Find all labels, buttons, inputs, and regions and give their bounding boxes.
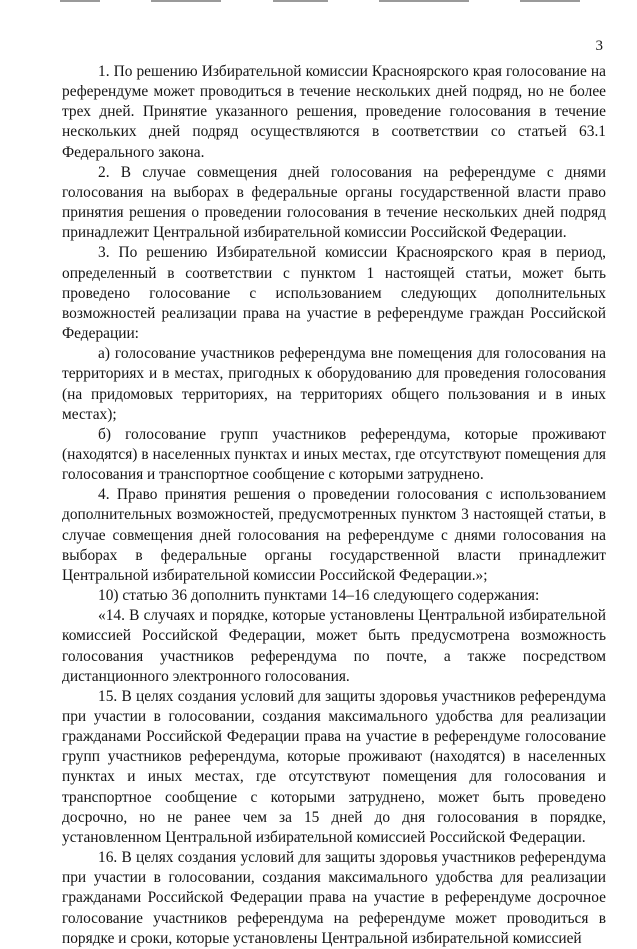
paragraph-subitem-a: а) голосование участников референдума вне помещения для голосования на территориях и в местах, пригодных к оборудованию для проведения голосования (на придомовых территориях, на территориях общего пользования и в иных местах); bbox=[62, 345, 606, 423]
document-body bbox=[62, 62, 606, 949]
paragraph-item-3: 3. По решению Избирательной комиссии Красноярского края в период, определенный в соответствии с пунктом 1 настоящей статьи, может быть проведено голосование с использованием следующих дополнительных возможностей реализации права на участие в референдуме граждан Российской Федерации: bbox=[62, 244, 606, 343]
paragraph-subitem-b: б) голосование групп участников референдума, которые проживают (находятся) в населенных пунктах и иных местах, где отсутствуют помещения для голосования и транспортное сообщение с которыми затруднено. bbox=[62, 425, 606, 484]
paragraph-item-14: «14. В случаях и порядке, которые установлены Центральной избирательной комиссией Российской Федерации, может быть предусмотрена возможность голосования участников референдума по почте, а также посредством дистанционного электронного голосования. bbox=[62, 607, 606, 685]
page-number: 3 bbox=[595, 38, 603, 54]
paragraph-item-4: 4. Право принятия решения о проведении голосования с использованием дополнительных возможностей, предусмотренных пунктом 3 настоящей статьи, в случае совмещения дней голосования на референдуме с днями голосования на выборах в федеральные органы государственной власти принадлежит Центральной избирательной комиссии Российской Федерации.»; bbox=[62, 486, 606, 584]
paragraph-item-16: 16. В целях создания условий для защиты здоровья участников референдума при участии в голосовании, создания максимального удобства для реализации гражданами Российской Федерации права на участие в референдуме досрочное голосование участников референдума на референдуме может проводиться в порядке и сроки, которые установлены Центральной избирательной комиссией bbox=[62, 849, 606, 947]
paragraph-item-1: 1. По решению Избирательной комиссии Красноярского края голосование на референдуме может проводиться в течение нескольких дней подряд, но не более трех дней. Принятие указанного решения, проведение голосования в течение нескольких дней подряд осуществляются в соответствии со статьей 63.1 Федерального закона. bbox=[62, 63, 606, 161]
paragraph-item-2: 2. В случае совмещения дней голосования на референдуме с днями голосования на выборах в федеральные органы государственной власти право принятия решения о проведении голосования в течение нескольких дней подряд принадлежит Центральной избирательной комиссии Российской Федерации. bbox=[62, 163, 606, 242]
paragraph-item-15: 15. В целях создания условий для защиты здоровья участников референдума при участии в голосовании, создания максимального удобства для реализации гражданами Российской Федерации права на участие в референдуме голосование групп участников референдума, которые проживают (находятся) в населенных пунктах и иных местах, где отсутствуют помещения для голосования и транспортное сообщение с которыми затруднено, может быть проведено досрочно, но не ранее чем за 15 дней до дня голосования в порядке, установленном Центральной избирательной комиссией Российской Федерации. bbox=[62, 687, 606, 846]
scan-top-edge bbox=[60, 0, 580, 4]
paragraph-amendment-10: 10) статью 36 дополнить пунктами 14–16 следующего содержания: bbox=[98, 587, 540, 605]
